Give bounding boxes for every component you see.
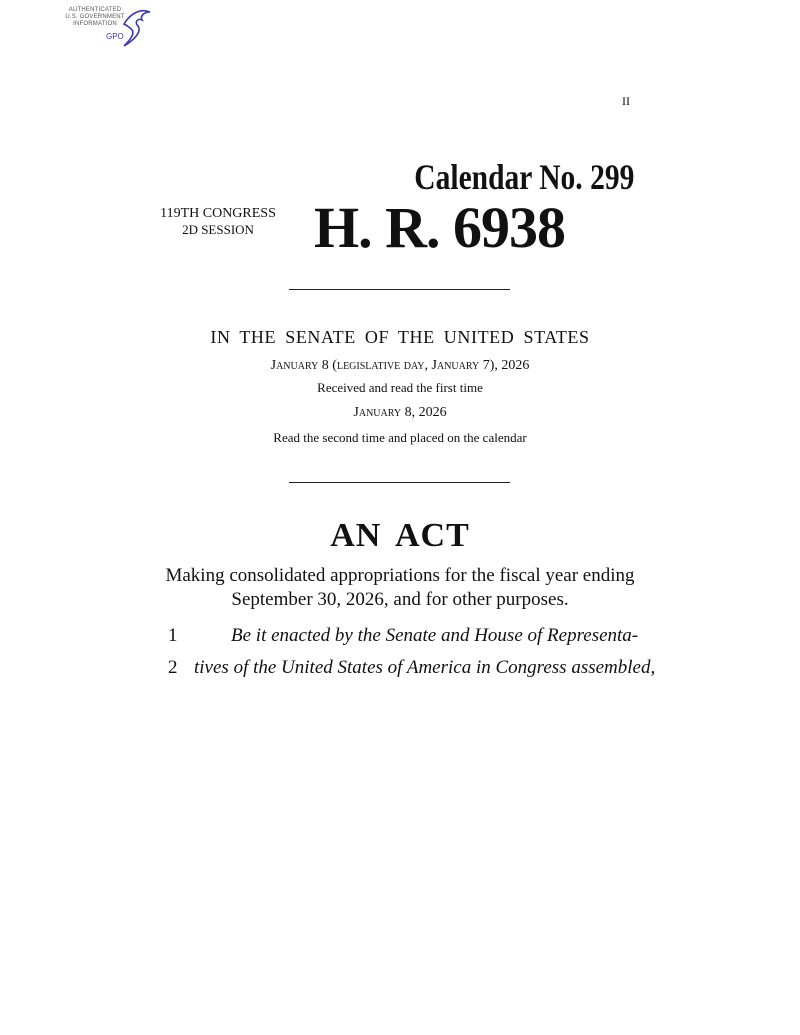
line-number: 2 <box>168 657 178 678</box>
divider <box>289 289 510 290</box>
act-title: AN ACT <box>330 517 470 554</box>
enacting-clause-line: tives of the United States of America in Congress assembled, <box>194 657 656 678</box>
logo-gpo: GPO <box>106 32 124 41</box>
purpose-line: September 30, 2026, and for other purposes. <box>231 589 569 610</box>
purpose-line: Making consolidated appropriations for the fiscal year ending <box>165 565 635 586</box>
action-text: Received and read the first time <box>317 380 483 395</box>
action-date: January 8, 2026 <box>353 405 447 420</box>
version-code: II <box>622 94 630 108</box>
logo-line: U.S. GOVERNMENT <box>65 14 125 20</box>
congress: 119TH CONGRESS <box>160 206 276 221</box>
gpo-authentication-logo <box>62 4 157 46</box>
calendar-number: Calendar No. 299 <box>413 157 634 197</box>
action-text: Read the second time and placed on the calendar <box>273 430 527 445</box>
senate-heading: IN THE SENATE OF THE UNITED STATES <box>210 327 590 347</box>
action-date: January 8 (legislative day, January 7), 2026 <box>270 358 530 373</box>
bill-number: H. R. 6938 <box>314 195 565 260</box>
session: 2D SESSION <box>182 222 254 237</box>
logo-line: AUTHENTICATED <box>68 7 122 13</box>
line-number: 1 <box>168 625 178 646</box>
logo-line: INFORMATION <box>73 21 117 27</box>
enacting-clause-line: Be it enacted by the Senate and House of Representa- <box>231 625 639 646</box>
eagle-icon <box>120 6 152 48</box>
logo-text <box>62 7 128 28</box>
congress-session <box>160 206 276 238</box>
divider <box>289 482 510 483</box>
